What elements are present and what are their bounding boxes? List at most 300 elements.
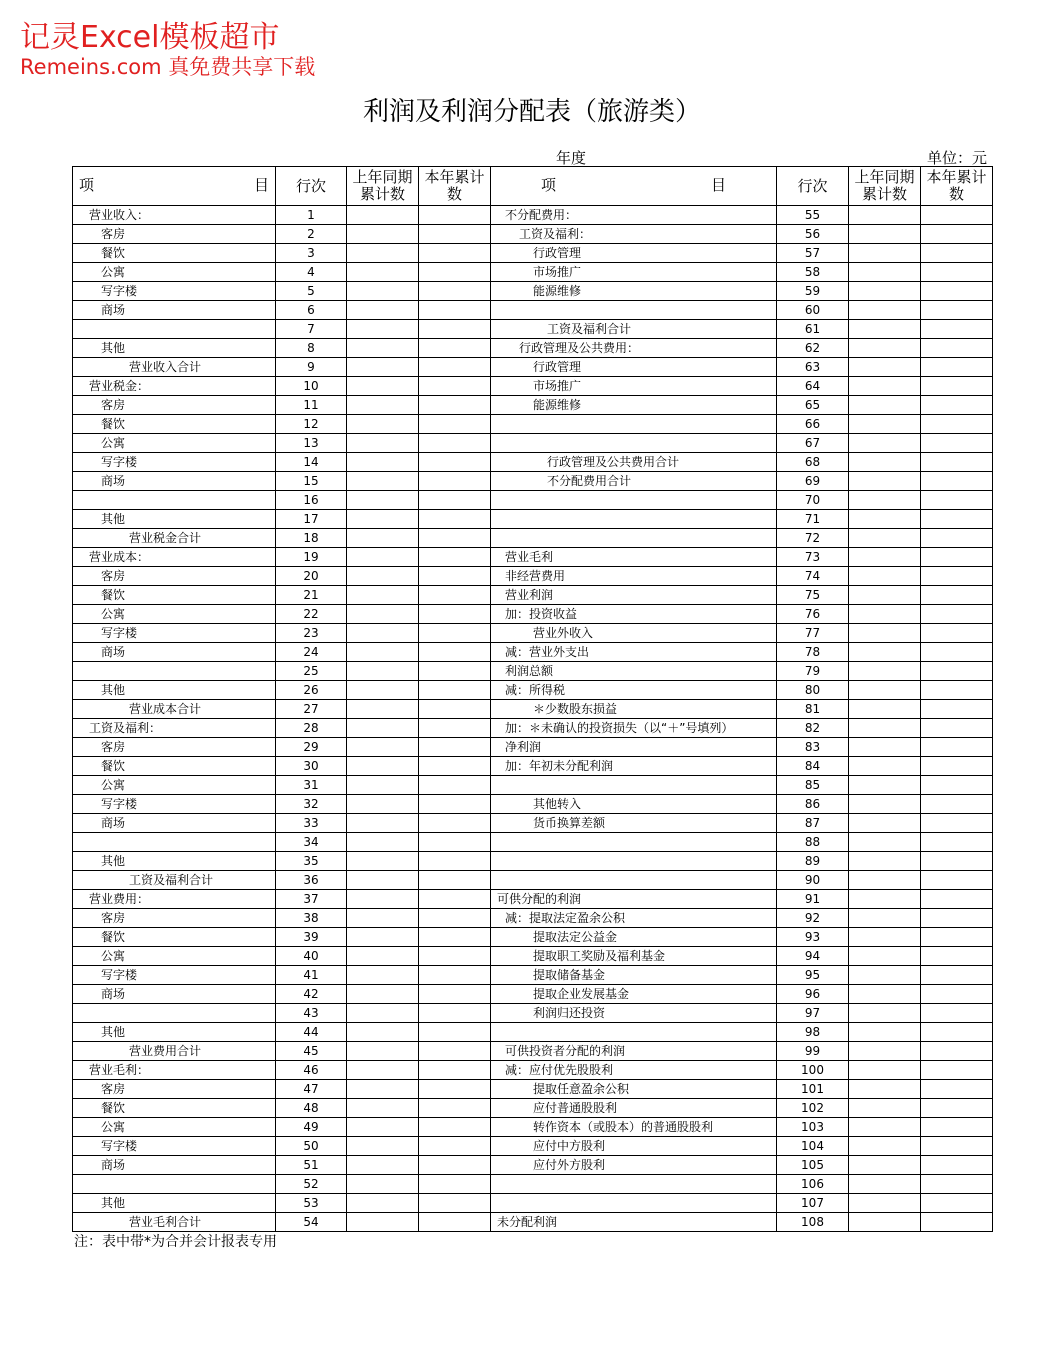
- right-row-number: 107: [777, 1194, 849, 1213]
- right-prev-year-cell[interactable]: [849, 339, 921, 358]
- left-prev-year-cell[interactable]: [347, 1137, 419, 1156]
- right-this-year-cell[interactable]: [921, 757, 993, 776]
- right-prev-year-cell[interactable]: [849, 567, 921, 586]
- right-this-year-cell[interactable]: [921, 567, 993, 586]
- left-this-year-cell[interactable]: [419, 1023, 491, 1042]
- right-this-year-cell[interactable]: [921, 966, 993, 985]
- table-row: [73, 472, 993, 491]
- table-row: [73, 434, 993, 453]
- right-prev-year-cell[interactable]: [849, 1156, 921, 1175]
- left-prev-year-cell[interactable]: [347, 662, 419, 681]
- left-row-number: 49: [276, 1118, 347, 1137]
- left-row-number: 20: [276, 567, 347, 586]
- left-prev-year-cell[interactable]: [347, 434, 419, 453]
- left-this-year-cell[interactable]: [419, 909, 491, 928]
- right-this-year-cell[interactable]: [921, 700, 993, 719]
- right-prev-year-cell[interactable]: [849, 206, 921, 225]
- left-this-year-cell[interactable]: [419, 1194, 491, 1213]
- header-this-year-right: 本年累计数: [921, 167, 993, 206]
- right-this-year-cell[interactable]: [921, 434, 993, 453]
- right-this-year-cell[interactable]: [921, 738, 993, 757]
- right-this-year-cell[interactable]: [921, 225, 993, 244]
- right-prev-year-cell[interactable]: [849, 776, 921, 795]
- left-prev-year-cell[interactable]: [347, 833, 419, 852]
- right-this-year-cell[interactable]: [921, 548, 993, 567]
- right-this-year-cell[interactable]: [921, 377, 993, 396]
- left-prev-year-cell[interactable]: [347, 1061, 419, 1080]
- left-prev-year-cell[interactable]: [347, 985, 419, 1004]
- right-prev-year-cell[interactable]: [849, 1194, 921, 1213]
- left-prev-year-cell[interactable]: [347, 339, 419, 358]
- left-prev-year-cell[interactable]: [347, 1080, 419, 1099]
- table-row: [73, 947, 993, 966]
- right-prev-year-cell[interactable]: [849, 320, 921, 339]
- right-this-year-cell[interactable]: [921, 206, 993, 225]
- table-row: [73, 738, 993, 757]
- left-this-year-cell[interactable]: [419, 1175, 491, 1194]
- left-item-label: [73, 1004, 276, 1023]
- right-prev-year-cell[interactable]: [849, 738, 921, 757]
- right-this-year-cell[interactable]: [921, 282, 993, 301]
- left-item-label: 餐饮: [73, 928, 276, 947]
- table-row: [73, 1194, 993, 1213]
- right-prev-year-cell[interactable]: [849, 719, 921, 738]
- right-prev-year-cell[interactable]: [849, 833, 921, 852]
- right-item-label: [491, 491, 777, 510]
- right-this-year-cell[interactable]: [921, 1061, 993, 1080]
- right-prev-year-cell[interactable]: [849, 377, 921, 396]
- right-row-number: 80: [777, 681, 849, 700]
- right-prev-year-cell[interactable]: [849, 263, 921, 282]
- left-this-year-cell[interactable]: [419, 814, 491, 833]
- left-this-year-cell[interactable]: [419, 491, 491, 510]
- right-row-number: 84: [777, 757, 849, 776]
- table-row: [73, 1118, 993, 1137]
- right-this-year-cell[interactable]: [921, 1042, 993, 1061]
- table-row: [73, 719, 993, 738]
- right-item-label: 市场推广: [491, 263, 777, 282]
- left-prev-year-cell[interactable]: [347, 757, 419, 776]
- right-prev-year-cell[interactable]: [849, 852, 921, 871]
- right-prev-year-cell[interactable]: [849, 700, 921, 719]
- right-prev-year-cell[interactable]: [849, 966, 921, 985]
- right-row-number: 55: [777, 206, 849, 225]
- left-prev-year-cell[interactable]: [347, 1099, 419, 1118]
- left-this-year-cell[interactable]: [419, 567, 491, 586]
- left-prev-year-cell[interactable]: [347, 1118, 419, 1137]
- right-this-year-cell[interactable]: [921, 244, 993, 263]
- right-this-year-cell[interactable]: [921, 453, 993, 472]
- left-row-number: 7: [276, 320, 347, 339]
- table-row: [73, 263, 993, 282]
- right-prev-year-cell[interactable]: [849, 1099, 921, 1118]
- right-prev-year-cell[interactable]: [849, 757, 921, 776]
- left-prev-year-cell[interactable]: [347, 548, 419, 567]
- right-item-label: [491, 1194, 777, 1213]
- left-prev-year-cell[interactable]: [347, 396, 419, 415]
- right-prev-year-cell[interactable]: [849, 510, 921, 529]
- right-item-label: 加：＊未确认的投资损失（以“＋”号填列）: [491, 719, 777, 738]
- left-this-year-cell[interactable]: [419, 510, 491, 529]
- right-prev-year-cell[interactable]: [849, 681, 921, 700]
- left-prev-year-cell[interactable]: [347, 377, 419, 396]
- right-this-year-cell[interactable]: [921, 833, 993, 852]
- table-row: [73, 1004, 993, 1023]
- left-prev-year-cell[interactable]: [347, 738, 419, 757]
- right-this-year-cell[interactable]: [921, 491, 993, 510]
- right-this-year-cell[interactable]: [921, 586, 993, 605]
- left-prev-year-cell[interactable]: [347, 966, 419, 985]
- left-prev-year-cell[interactable]: [347, 225, 419, 244]
- right-item-label: [491, 415, 777, 434]
- left-prev-year-cell[interactable]: [347, 947, 419, 966]
- left-row-number: 31: [276, 776, 347, 795]
- right-prev-year-cell[interactable]: [849, 396, 921, 415]
- left-this-year-cell[interactable]: [419, 434, 491, 453]
- left-row-number: 33: [276, 814, 347, 833]
- right-prev-year-cell[interactable]: [849, 624, 921, 643]
- left-prev-year-cell[interactable]: [347, 529, 419, 548]
- left-this-year-cell[interactable]: [419, 795, 491, 814]
- table-row: [73, 206, 993, 225]
- left-this-year-cell[interactable]: [419, 415, 491, 434]
- right-prev-year-cell[interactable]: [849, 795, 921, 814]
- table-row: [73, 377, 993, 396]
- left-prev-year-cell[interactable]: [347, 415, 419, 434]
- left-prev-year-cell[interactable]: [347, 301, 419, 320]
- right-row-number: 99: [777, 1042, 849, 1061]
- right-prev-year-cell[interactable]: [849, 814, 921, 833]
- left-this-year-cell[interactable]: [419, 833, 491, 852]
- left-row-number: 14: [276, 453, 347, 472]
- left-prev-year-cell[interactable]: [347, 1023, 419, 1042]
- right-prev-year-cell[interactable]: [849, 548, 921, 567]
- left-item-label: 客房: [73, 225, 276, 244]
- right-row-number: 59: [777, 282, 849, 301]
- left-prev-year-cell[interactable]: [347, 320, 419, 339]
- right-this-year-cell[interactable]: [921, 1099, 993, 1118]
- right-item-label: 净利润: [491, 738, 777, 757]
- right-row-number: 101: [777, 1080, 849, 1099]
- left-this-year-cell[interactable]: [419, 263, 491, 282]
- left-this-year-cell[interactable]: [419, 700, 491, 719]
- right-item-label: 营业毛利: [491, 548, 777, 567]
- left-row-number: 30: [276, 757, 347, 776]
- left-item-label: 公寓: [73, 434, 276, 453]
- right-prev-year-cell[interactable]: [849, 947, 921, 966]
- left-this-year-cell[interactable]: [419, 1061, 491, 1080]
- left-this-year-cell[interactable]: [419, 947, 491, 966]
- right-this-year-cell[interactable]: [921, 947, 993, 966]
- right-prev-year-cell[interactable]: [849, 529, 921, 548]
- left-row-number: 24: [276, 643, 347, 662]
- right-prev-year-cell[interactable]: [849, 301, 921, 320]
- left-this-year-cell[interactable]: [419, 757, 491, 776]
- left-this-year-cell[interactable]: [419, 643, 491, 662]
- left-this-year-cell[interactable]: [419, 320, 491, 339]
- right-this-year-cell[interactable]: [921, 776, 993, 795]
- right-item-label: 营业外收入: [491, 624, 777, 643]
- left-prev-year-cell[interactable]: [347, 453, 419, 472]
- right-row-number: 105: [777, 1156, 849, 1175]
- right-prev-year-cell[interactable]: [849, 605, 921, 624]
- right-prev-year-cell[interactable]: [849, 890, 921, 909]
- left-prev-year-cell[interactable]: [347, 1213, 419, 1232]
- left-this-year-cell[interactable]: [419, 605, 491, 624]
- left-this-year-cell[interactable]: [419, 985, 491, 1004]
- right-prev-year-cell[interactable]: [849, 1061, 921, 1080]
- right-this-year-cell[interactable]: [921, 909, 993, 928]
- right-prev-year-cell[interactable]: [849, 1118, 921, 1137]
- right-prev-year-cell[interactable]: [849, 1023, 921, 1042]
- left-this-year-cell[interactable]: [419, 1080, 491, 1099]
- left-row-number: 50: [276, 1137, 347, 1156]
- left-item-label: 商场: [73, 814, 276, 833]
- left-prev-year-cell[interactable]: [347, 510, 419, 529]
- table-row: [73, 320, 993, 339]
- right-this-year-cell[interactable]: [921, 605, 993, 624]
- left-row-number: 3: [276, 244, 347, 263]
- right-prev-year-cell[interactable]: [849, 1004, 921, 1023]
- right-prev-year-cell[interactable]: [849, 1213, 921, 1232]
- watermark-title: 记灵Excel模板超市: [20, 20, 280, 55]
- left-prev-year-cell[interactable]: [347, 358, 419, 377]
- left-this-year-cell[interactable]: [419, 396, 491, 415]
- right-row-number: 90: [777, 871, 849, 890]
- left-row-number: 8: [276, 339, 347, 358]
- right-row-number: 82: [777, 719, 849, 738]
- right-this-year-cell[interactable]: [921, 1175, 993, 1194]
- left-prev-year-cell[interactable]: [347, 719, 419, 738]
- left-prev-year-cell[interactable]: [347, 472, 419, 491]
- left-prev-year-cell[interactable]: [347, 1194, 419, 1213]
- right-prev-year-cell[interactable]: [849, 225, 921, 244]
- right-this-year-cell[interactable]: [921, 1156, 993, 1175]
- left-this-year-cell[interactable]: [419, 301, 491, 320]
- left-prev-year-cell[interactable]: [347, 700, 419, 719]
- left-this-year-cell[interactable]: [419, 1213, 491, 1232]
- left-prev-year-cell[interactable]: [347, 244, 419, 263]
- left-prev-year-cell[interactable]: [347, 909, 419, 928]
- left-prev-year-cell[interactable]: [347, 1156, 419, 1175]
- left-prev-year-cell[interactable]: [347, 871, 419, 890]
- left-row-number: 39: [276, 928, 347, 947]
- left-this-year-cell[interactable]: [419, 225, 491, 244]
- left-row-number: 51: [276, 1156, 347, 1175]
- right-this-year-cell[interactable]: [921, 339, 993, 358]
- right-item-label: 行政管理: [491, 358, 777, 377]
- left-prev-year-cell[interactable]: [347, 263, 419, 282]
- table-row: [73, 985, 993, 1004]
- left-prev-year-cell[interactable]: [347, 795, 419, 814]
- left-this-year-cell[interactable]: [419, 871, 491, 890]
- left-this-year-cell[interactable]: [419, 776, 491, 795]
- left-prev-year-cell[interactable]: [347, 586, 419, 605]
- left-this-year-cell[interactable]: [419, 662, 491, 681]
- right-this-year-cell[interactable]: [921, 510, 993, 529]
- left-prev-year-cell[interactable]: [347, 852, 419, 871]
- left-this-year-cell[interactable]: [419, 1042, 491, 1061]
- right-row-number: 76: [777, 605, 849, 624]
- left-prev-year-cell[interactable]: [347, 1004, 419, 1023]
- left-row-number: 11: [276, 396, 347, 415]
- right-prev-year-cell[interactable]: [849, 985, 921, 1004]
- left-this-year-cell[interactable]: [419, 358, 491, 377]
- right-this-year-cell[interactable]: [921, 1004, 993, 1023]
- left-this-year-cell[interactable]: [419, 966, 491, 985]
- right-this-year-cell[interactable]: [921, 852, 993, 871]
- right-prev-year-cell[interactable]: [849, 1080, 921, 1099]
- right-prev-year-cell[interactable]: [849, 662, 921, 681]
- table-row: [73, 1137, 993, 1156]
- left-prev-year-cell[interactable]: [347, 814, 419, 833]
- left-item-label: 商场: [73, 643, 276, 662]
- right-prev-year-cell[interactable]: [849, 282, 921, 301]
- left-prev-year-cell[interactable]: [347, 624, 419, 643]
- left-prev-year-cell[interactable]: [347, 643, 419, 662]
- right-prev-year-cell[interactable]: [849, 1175, 921, 1194]
- right-prev-year-cell[interactable]: [849, 472, 921, 491]
- left-item-label: 公寓: [73, 605, 276, 624]
- left-this-year-cell[interactable]: [419, 586, 491, 605]
- left-this-year-cell[interactable]: [419, 472, 491, 491]
- left-row-number: 29: [276, 738, 347, 757]
- table-header-row: [73, 167, 993, 206]
- right-prev-year-cell[interactable]: [849, 871, 921, 890]
- left-prev-year-cell[interactable]: [347, 928, 419, 947]
- right-this-year-cell[interactable]: [921, 681, 993, 700]
- left-prev-year-cell[interactable]: [347, 282, 419, 301]
- right-prev-year-cell[interactable]: [849, 434, 921, 453]
- left-this-year-cell[interactable]: [419, 624, 491, 643]
- right-prev-year-cell[interactable]: [849, 415, 921, 434]
- right-this-year-cell[interactable]: [921, 1137, 993, 1156]
- right-row-number: 62: [777, 339, 849, 358]
- left-prev-year-cell[interactable]: [347, 567, 419, 586]
- left-prev-year-cell[interactable]: [347, 491, 419, 510]
- left-prev-year-cell[interactable]: [347, 890, 419, 909]
- right-item-label: 提取法定公益金: [491, 928, 777, 947]
- left-this-year-cell[interactable]: [419, 282, 491, 301]
- right-this-year-cell[interactable]: [921, 529, 993, 548]
- right-this-year-cell[interactable]: [921, 301, 993, 320]
- right-prev-year-cell[interactable]: [849, 453, 921, 472]
- right-prev-year-cell[interactable]: [849, 1042, 921, 1061]
- right-this-year-cell[interactable]: [921, 1118, 993, 1137]
- right-this-year-cell[interactable]: [921, 662, 993, 681]
- right-this-year-cell[interactable]: [921, 358, 993, 377]
- right-this-year-cell[interactable]: [921, 814, 993, 833]
- right-row-number: 67: [777, 434, 849, 453]
- left-this-year-cell[interactable]: [419, 1156, 491, 1175]
- left-this-year-cell[interactable]: [419, 244, 491, 263]
- right-prev-year-cell[interactable]: [849, 1137, 921, 1156]
- left-prev-year-cell[interactable]: [347, 605, 419, 624]
- right-this-year-cell[interactable]: [921, 320, 993, 339]
- right-this-year-cell[interactable]: [921, 1194, 993, 1213]
- left-this-year-cell[interactable]: [419, 453, 491, 472]
- right-this-year-cell[interactable]: [921, 396, 993, 415]
- right-item-label: [491, 529, 777, 548]
- right-this-year-cell[interactable]: [921, 624, 993, 643]
- left-this-year-cell[interactable]: [419, 719, 491, 738]
- right-this-year-cell[interactable]: [921, 1080, 993, 1099]
- left-row-number: 35: [276, 852, 347, 871]
- left-item-label: 营业税金合计: [73, 529, 276, 548]
- right-row-number: 102: [777, 1099, 849, 1118]
- left-prev-year-cell[interactable]: [347, 1175, 419, 1194]
- right-prev-year-cell[interactable]: [849, 358, 921, 377]
- left-this-year-cell[interactable]: [419, 738, 491, 757]
- right-this-year-cell[interactable]: [921, 415, 993, 434]
- left-this-year-cell[interactable]: [419, 890, 491, 909]
- left-this-year-cell[interactable]: [419, 681, 491, 700]
- right-prev-year-cell[interactable]: [849, 244, 921, 263]
- table-row: [73, 567, 993, 586]
- right-prev-year-cell[interactable]: [849, 586, 921, 605]
- left-row-number: 19: [276, 548, 347, 567]
- right-prev-year-cell[interactable]: [849, 909, 921, 928]
- left-this-year-cell[interactable]: [419, 1137, 491, 1156]
- right-this-year-cell[interactable]: [921, 871, 993, 890]
- left-this-year-cell[interactable]: [419, 206, 491, 225]
- left-item-label: 其他: [73, 339, 276, 358]
- left-this-year-cell[interactable]: [419, 548, 491, 567]
- left-prev-year-cell[interactable]: [347, 776, 419, 795]
- left-row-number: 37: [276, 890, 347, 909]
- table-row: [73, 871, 993, 890]
- right-this-year-cell[interactable]: [921, 890, 993, 909]
- left-item-label: 客房: [73, 567, 276, 586]
- right-prev-year-cell[interactable]: [849, 491, 921, 510]
- left-row-number: 38: [276, 909, 347, 928]
- left-item-label: 公寓: [73, 776, 276, 795]
- left-item-label: 写字楼: [73, 453, 276, 472]
- left-this-year-cell[interactable]: [419, 1118, 491, 1137]
- left-this-year-cell[interactable]: [419, 928, 491, 947]
- right-this-year-cell[interactable]: [921, 928, 993, 947]
- left-row-number: 2: [276, 225, 347, 244]
- left-prev-year-cell[interactable]: [347, 1042, 419, 1061]
- table-row: [73, 795, 993, 814]
- left-this-year-cell[interactable]: [419, 852, 491, 871]
- left-this-year-cell[interactable]: [419, 1099, 491, 1118]
- left-item-label: 客房: [73, 396, 276, 415]
- right-this-year-cell[interactable]: [921, 263, 993, 282]
- left-this-year-cell[interactable]: [419, 529, 491, 548]
- left-this-year-cell[interactable]: [419, 1004, 491, 1023]
- table-row: [73, 1023, 993, 1042]
- right-this-year-cell[interactable]: [921, 1023, 993, 1042]
- right-this-year-cell[interactable]: [921, 719, 993, 738]
- right-prev-year-cell[interactable]: [849, 928, 921, 947]
- right-row-number: 91: [777, 890, 849, 909]
- left-this-year-cell[interactable]: [419, 339, 491, 358]
- right-this-year-cell[interactable]: [921, 795, 993, 814]
- left-row-number: 40: [276, 947, 347, 966]
- right-prev-year-cell[interactable]: [849, 643, 921, 662]
- right-this-year-cell[interactable]: [921, 472, 993, 491]
- left-prev-year-cell[interactable]: [347, 206, 419, 225]
- right-this-year-cell[interactable]: [921, 1213, 993, 1232]
- table-row: [73, 643, 993, 662]
- table-row: [73, 491, 993, 510]
- table-row: [73, 548, 993, 567]
- right-this-year-cell[interactable]: [921, 985, 993, 1004]
- left-prev-year-cell[interactable]: [347, 681, 419, 700]
- right-this-year-cell[interactable]: [921, 643, 993, 662]
- left-this-year-cell[interactable]: [419, 377, 491, 396]
